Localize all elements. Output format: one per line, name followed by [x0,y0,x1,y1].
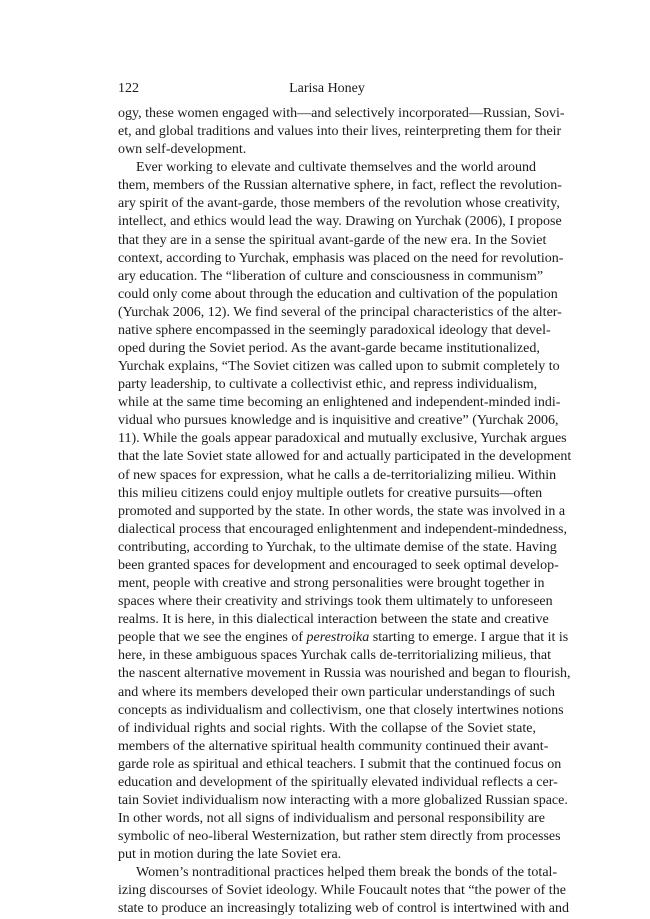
running-head: Larisa Honey [289,81,365,96]
text-line: oped during the Soviet period. As the avant-garde became institutionalized, [118,341,540,357]
text-line: here, in these ambiguous spaces Yurchak calls de-territorializing milieus, that [118,648,551,664]
italic-term: perestroika [306,630,370,646]
text-line: et, and global traditions and values into their lives, reinterpreting them for their [118,124,562,140]
text-line: garde role as spiritual and ethical teachers. I submit that the continued focus on [118,756,562,772]
text-line: and where its members developed their own particular understandings of such [118,684,555,700]
text-line: (Yurchak 2006, 12). We find several of the principal characteristics of the alter- [118,304,562,320]
text-line: state to produce an increasingly totalizing web of control is intertwined with and [118,901,569,917]
text-line: education and development of the spiritually elevated individual reflects a cer- [118,774,558,790]
text-line: symbolic of neo-liberal Westernization, but rather stem directly from processes [118,829,561,845]
text-line: spaces where their creativity and strivings took them ultimately to unforeseen [118,594,553,610]
text-line: put in motion during the late Soviet era. [118,847,342,863]
text-line: been granted spaces for development and encouraged to seek optimal develop- [118,557,559,573]
text-line [118,629,569,647]
text-line: that the late Soviet state allowed for and actually participated in the development [118,449,572,465]
text-segment: people that we see the engines of [118,630,307,646]
text-line: party leadership, to cultivate a collectivist ethic, and repress individualism, [118,377,538,393]
text-line: while at the same time becoming an enlightened and independent-minded indi- [118,395,561,411]
text-line: 11). While the goals appear paradoxical and mutually exclusive, Yurchak argues [118,431,567,447]
text-line: vidual who pursues knowledge and is inquisitive and creative” (Yurchak 2006, [118,413,559,429]
text-line: that they are in a sense the spiritual avant-garde of the new era. In the Soviet [118,232,547,248]
text-line: context, according to Yurchak, emphasis was placed on the need for revolution- [118,250,564,266]
text-line: ment, people with creative and strong personalities were brought together in [118,576,545,592]
body-text [118,105,572,919]
text-line: native sphere encompassed in the seemingly paradoxical ideology that devel- [118,322,551,338]
text-line: Women’s nontraditional practices helped them break the bonds of the total- [136,865,558,881]
text-line: intellect, and ethics would lead the way. Drawing on Yurchak (2006), I propose [118,214,562,230]
text-line: realms. It is here, in this dialectical interaction between the state and creative [118,612,549,628]
text-line: this milieu citizens could enjoy multiple outlets for creative pursuits—often [118,485,543,501]
text-line: own self-development. [118,142,247,158]
text-line: Yurchak explains, “The Soviet citizen was called upon to submit completely to [118,359,560,375]
text-segment: starting to emerge. I argue that it is [369,630,569,646]
text-line: tain Soviet individualism now interacting with a more globalized Russian space. [118,792,568,808]
text-line: In other words, not all signs of individualism and personal responsibility are [118,811,545,827]
text-line: concepts as individualism and collectivism, one that closely intertwines notions [118,702,564,718]
text-line: Ever working to elevate and cultivate themselves and the world around [136,160,536,176]
text-line: dialectical process that encouraged enlightenment and independent-mindedness, [118,521,568,537]
text-line: could only come about through the education and cultivation of the population [118,286,558,302]
text-line: the nascent alternative movement in Russia was nourished and began to flourish, [118,666,571,682]
text-line: ary education. The “liberation of culture and consciousness in communism” [118,268,544,284]
text-line: izing discourses of Soviet ideology. While Foucault notes that “the power of the [118,883,566,899]
text-line: of individual rights and social rights. With the collapse of the Soviet state, [118,720,536,736]
page-header [118,80,536,98]
text-line: them, members of the Russian alternative sphere, in fact, reflect the revolution- [118,178,562,194]
text-line: ogy, these women engaged with—and selectively incorporated—Russian, Sovi- [118,106,565,121]
page-number: 122 [118,81,139,96]
text-line: ary spirit of the avant-garde, those members of the revolution whose creativity, [118,196,560,212]
text-line: contributing, according to Yurchak, to the ultimate demise of the state. Having [118,539,557,555]
text-line: of new spaces for expression, what he calls a de-territorializing milieu. Within [118,467,557,483]
text-line: promoted and supported by the state. In other words, the state was involved in a [118,503,566,519]
text-line: members of the alternative spiritual health community continued their avant- [118,738,549,754]
